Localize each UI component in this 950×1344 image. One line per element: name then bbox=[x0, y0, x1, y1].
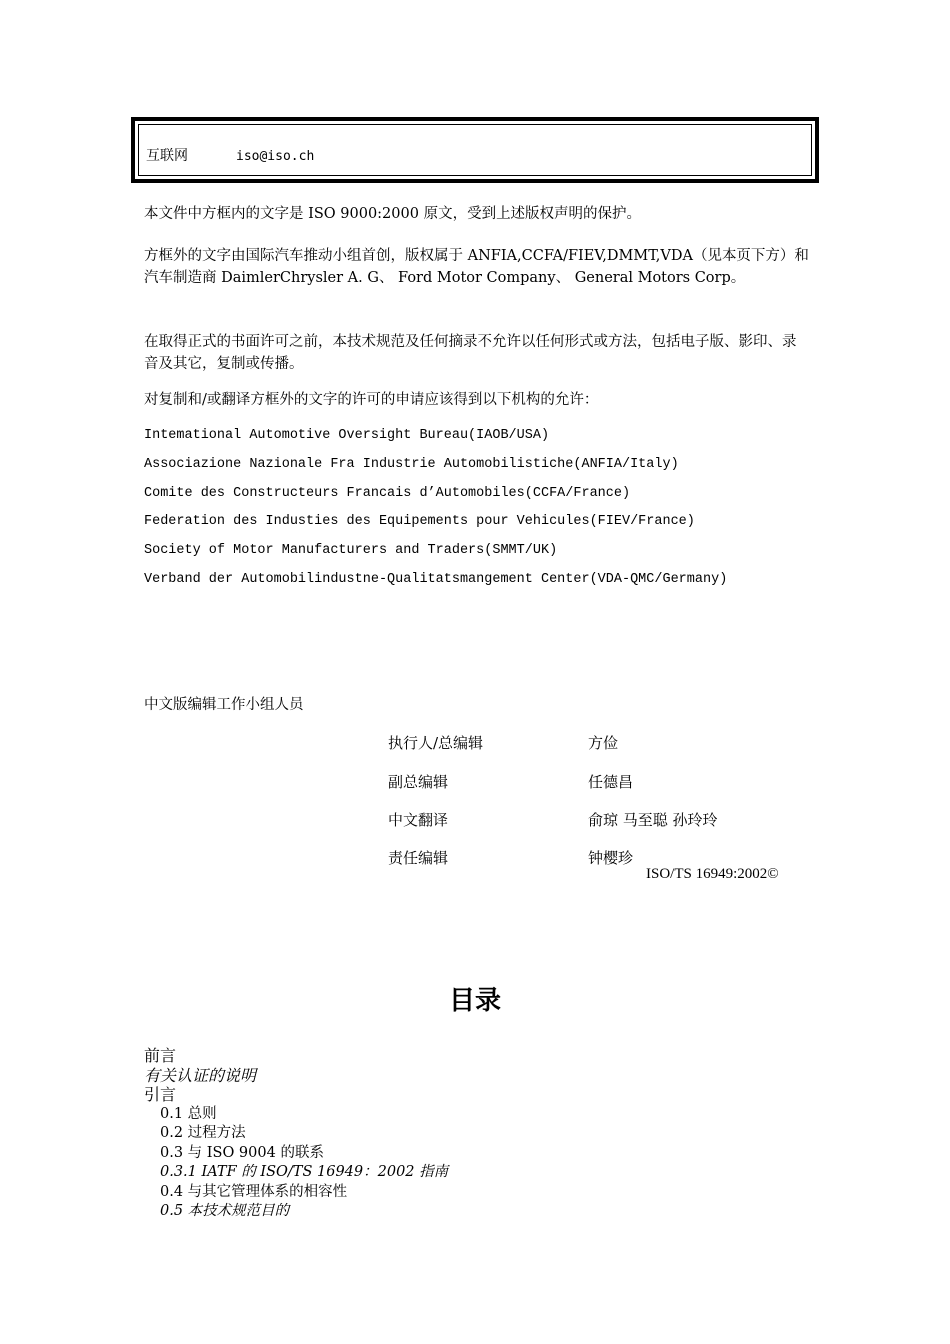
staff-name: 钟樱珍 bbox=[588, 849, 634, 867]
organization-item: Federation des Industies des Equipements pour Vehicules(FIEV/France) bbox=[144, 514, 695, 529]
toc-item-certification-remarks[interactable]: 有关认证的说明 bbox=[144, 1065, 257, 1085]
toc-item-0-1[interactable]: 0.1 总则 bbox=[160, 1105, 217, 1122]
staff-role: 责任编辑 bbox=[388, 849, 449, 867]
organization-item: Intemational Automotive Oversight Bureau(IAOB/USA) bbox=[144, 428, 550, 443]
staff-name: 方俭 bbox=[588, 734, 619, 752]
organization-item: Comite des Constructeurs Francais d’Automobiles(CCFA/France) bbox=[144, 486, 631, 501]
toc-item-0-2[interactable]: 0.2 过程方法 bbox=[160, 1125, 246, 1141]
organization-item: Verband der Automobilindustne-Qualitatsmangement Center(VDA-QMC/Germany) bbox=[144, 572, 728, 587]
iso-email: iso@iso.ch bbox=[236, 149, 315, 164]
staff-name: 任德昌 bbox=[588, 773, 634, 791]
toc-item-foreword[interactable]: 前言 bbox=[144, 1046, 177, 1065]
paragraph-permission-request: 对复制和/或翻译方框外的文字的许可的申请应该得到以下机构的允许： bbox=[144, 392, 599, 408]
staff-role: 副总编辑 bbox=[388, 773, 449, 791]
page-footer-standard: ISO/TS 16949:2002© bbox=[646, 866, 779, 882]
staff-role: 中文翻译 bbox=[388, 811, 449, 829]
staff-role: 执行人/总编辑 bbox=[388, 734, 484, 752]
paragraph-iatf-copyright: 方框外的文字由国际汽车推动小组首创，版权属于 ANFIA,CCFA/FIEV,DMMT,VDA（见本页下方）和汽车制造商 DaimlerChrysler A. G、 Ford Motor Company、 General Motors Corp。 bbox=[144, 248, 809, 286]
toc-item-0-5[interactable]: 0.5 本技术规范目的 bbox=[160, 1203, 290, 1219]
toc-item-0-3-1[interactable]: 0.3.1 IATF 的 ISO/TS 16949：2002 指南 bbox=[160, 1164, 449, 1180]
iso-contact-box bbox=[131, 117, 819, 183]
staff-heading: 中文版编辑工作小组人员 bbox=[144, 697, 304, 713]
organization-item: Society of Motor Manufacturers and Traders(SMMT/UK) bbox=[144, 543, 558, 558]
toc-item-introduction[interactable]: 引言 bbox=[144, 1085, 177, 1104]
internet-label: 互联网 bbox=[146, 148, 188, 164]
paragraph-reproduction-notice: 在取得正式的书面许可之前，本技术规范及任何摘录不允许以任何形式或方法，包括电子版、影印、录音及其它，复制或传播。 bbox=[144, 334, 797, 372]
organization-item: Associazione Nazionale Fra Industrie Automobilistiche(ANFIA/Italy) bbox=[144, 457, 679, 472]
toc-title: 目录 bbox=[448, 986, 501, 1016]
toc-item-0-4[interactable]: 0.4 与其它管理体系的相容性 bbox=[160, 1183, 348, 1200]
toc-item-0-3[interactable]: 0.3 与 ISO 9004 的联系 bbox=[160, 1144, 324, 1161]
paragraph-iso-copyright: 本文件中方框内的文字是 ISO 9000:2000 原文，受到上述版权声明的保护。 bbox=[144, 206, 642, 222]
staff-name: 俞琼 马至聪 孙玲玲 bbox=[588, 811, 718, 829]
iso-contact-line bbox=[146, 145, 314, 165]
toc-list bbox=[144, 1046, 448, 1222]
